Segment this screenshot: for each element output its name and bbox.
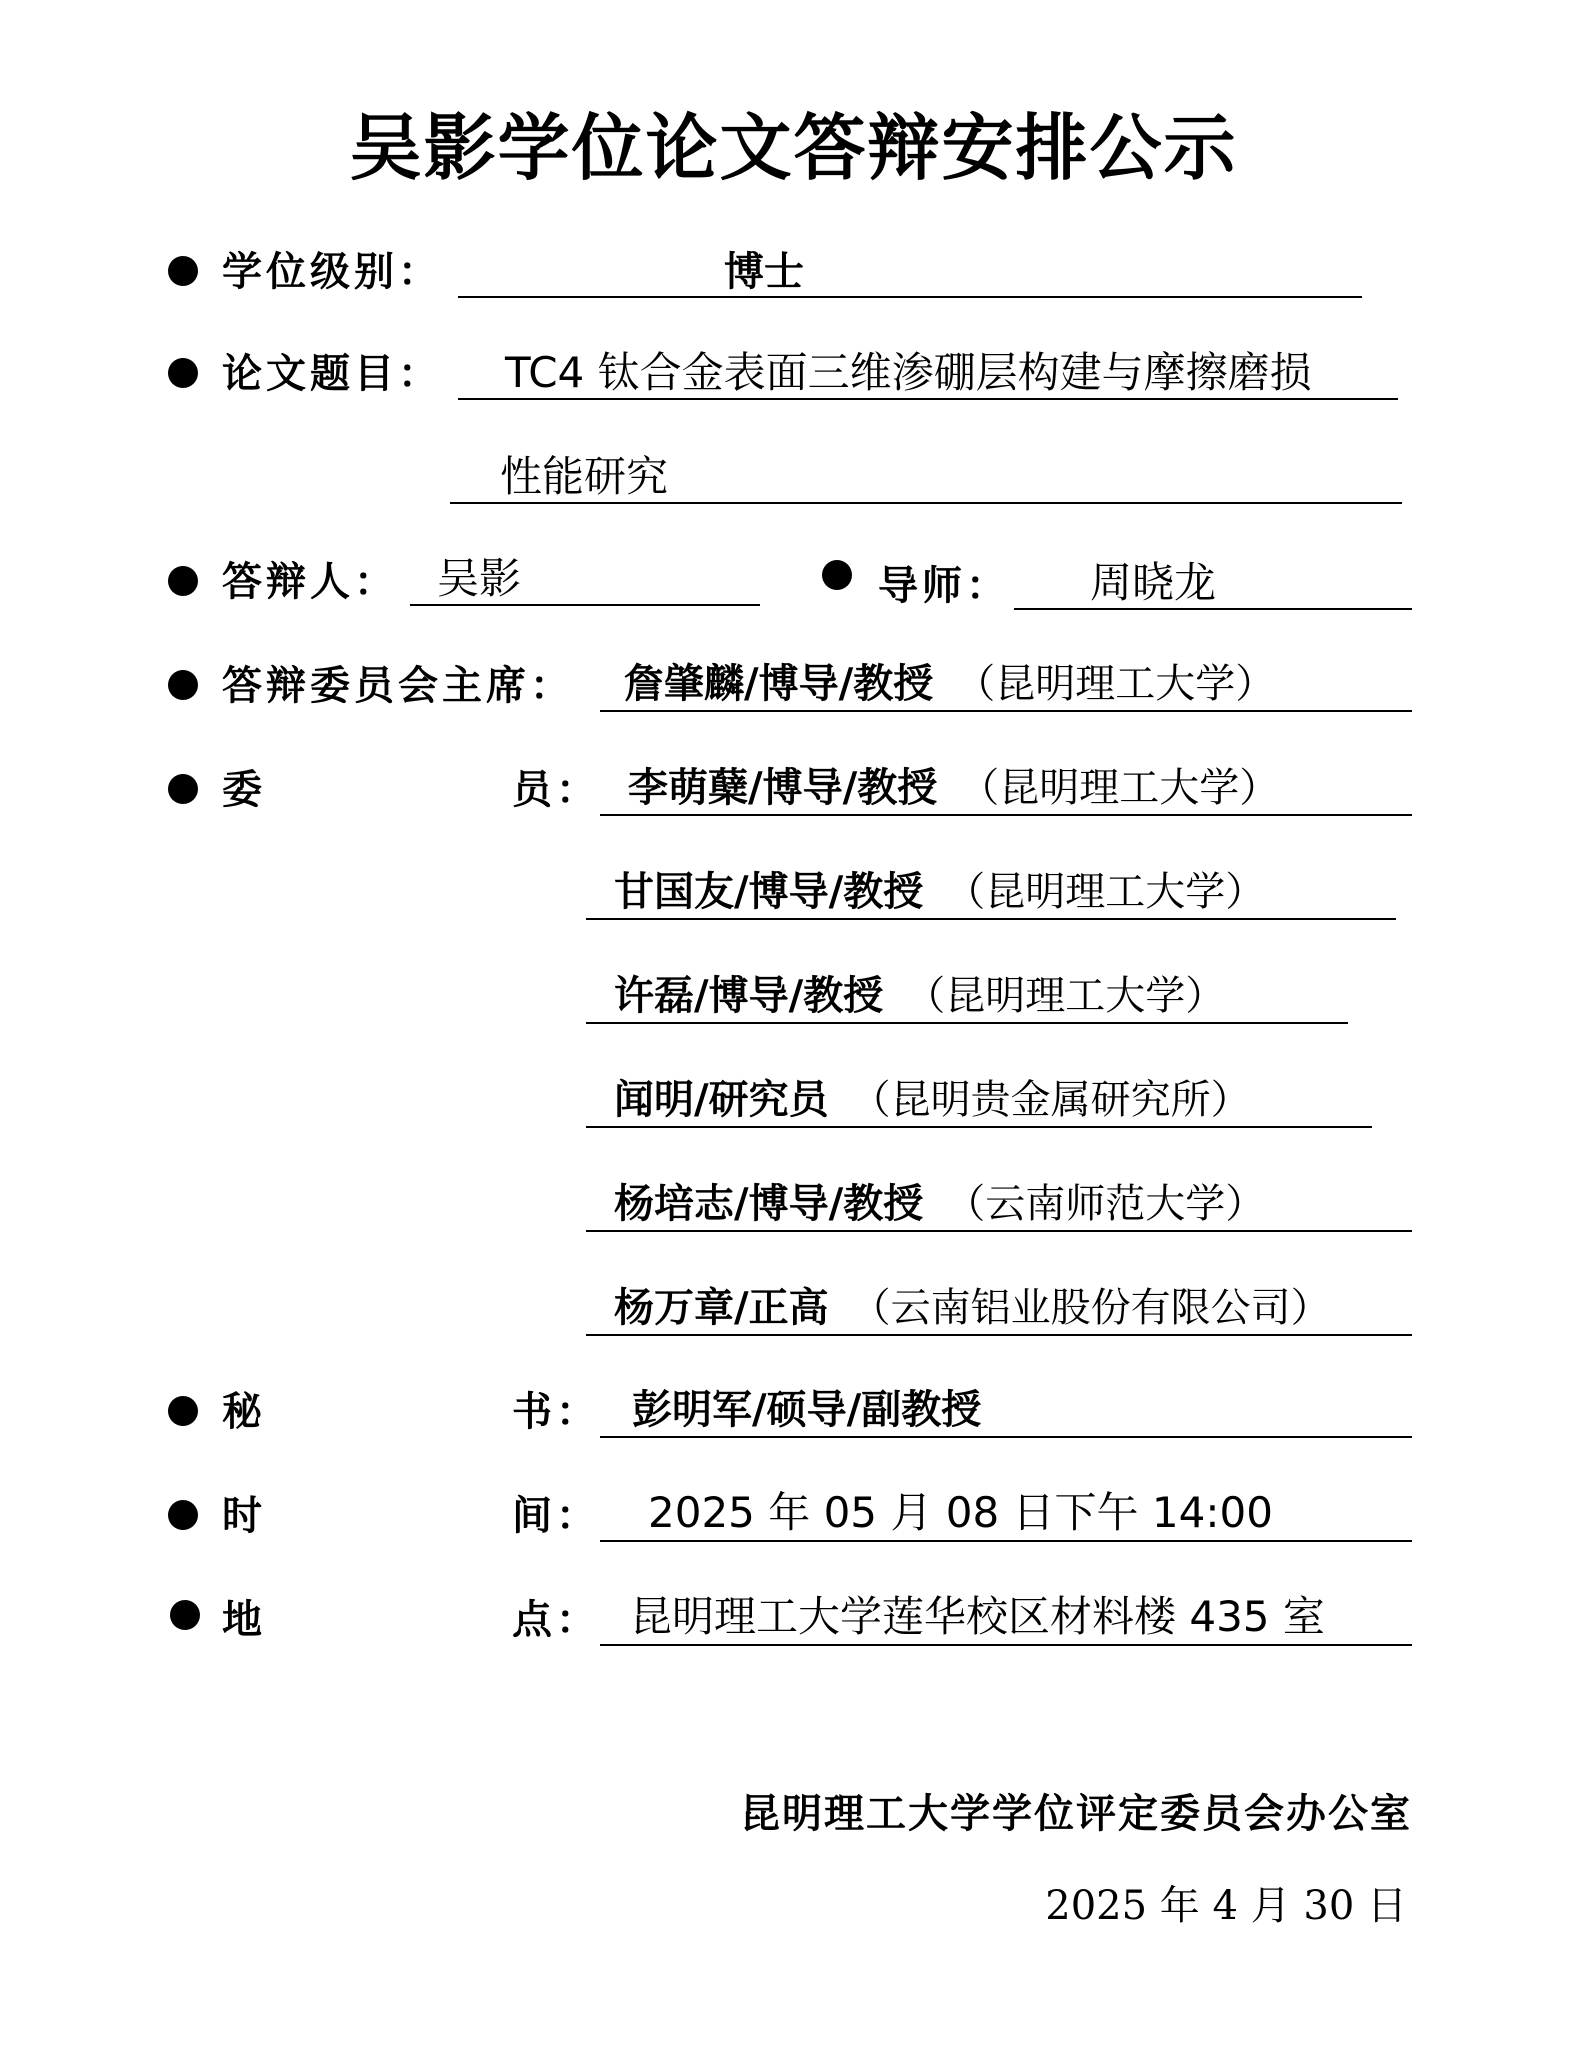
- member-item: [614, 970, 1225, 1022]
- bullet-location: [170, 1600, 200, 1630]
- member-underline-5: [586, 1230, 1412, 1232]
- bullet-chair: [168, 670, 198, 700]
- chair-underline: [600, 710, 1412, 712]
- footer-date: 2025 年 4 月 30 日: [1045, 1883, 1407, 1929]
- member-affiliation: （云南铝业股份有限公司）: [850, 1285, 1331, 1331]
- location-label-left: 地: [222, 1596, 266, 1643]
- member-underline-4: [586, 1126, 1372, 1128]
- time-value: 2025 年 05 月 08 日下午 14:00: [648, 1488, 1273, 1537]
- member-name: 许磊/博导/教授: [614, 972, 884, 1019]
- bullet-candidate: [168, 566, 198, 596]
- member-item: [614, 1178, 1265, 1230]
- secretary-label-right: 书：: [512, 1388, 600, 1435]
- degree-underline: [458, 296, 1362, 298]
- bullet-degree: [168, 256, 198, 286]
- member-item: [614, 1074, 1251, 1126]
- member-affiliation: （云南师范大学）: [945, 1181, 1266, 1227]
- bullet-secretary: [168, 1396, 198, 1426]
- member-name: 杨培志/博导/教授: [614, 1180, 924, 1227]
- secretary-underline: [600, 1436, 1412, 1438]
- member-underline-3: [586, 1022, 1348, 1024]
- member-affiliation: （昆明贵金属研究所）: [850, 1077, 1251, 1123]
- member-underline-1: [600, 814, 1412, 816]
- thesis-label: 论文题目：: [222, 350, 442, 397]
- chair-label: 答辩委员会主席：: [222, 662, 574, 709]
- chair-value: [624, 658, 1275, 710]
- member-item: [614, 1282, 1331, 1334]
- member-name: 杨万章/正高: [614, 1284, 829, 1331]
- member-name: 闻明/研究员: [614, 1076, 829, 1123]
- member-affiliation: （昆明理工大学）: [959, 765, 1280, 811]
- page-title: 吴影学位论文答辩安排公示: [349, 106, 1238, 190]
- members-label-left: 委: [222, 766, 266, 813]
- advisor-label: 导师：: [878, 562, 1010, 609]
- member-name: 甘国友/博导/教授: [614, 868, 924, 915]
- footer-issuer: 昆明理工大学学位评定委员会办公室: [740, 1790, 1412, 1837]
- bullet-thesis: [168, 358, 198, 388]
- location-underline: [600, 1644, 1412, 1646]
- location-label-right: 点：: [512, 1596, 600, 1643]
- secretary-value: 彭明军/硕导/副教授: [632, 1386, 982, 1433]
- member-underline-2: [586, 918, 1396, 920]
- bullet-members: [168, 774, 198, 804]
- bullet-time: [168, 1500, 198, 1530]
- chair-name: 詹肇麟/博导/教授: [624, 660, 934, 707]
- time-label-right: 间：: [512, 1492, 600, 1539]
- thesis-title-line1: TC4 钛合金表面三维渗硼层构建与摩擦磨损: [505, 348, 1312, 397]
- secretary-label-left: 秘: [222, 1388, 266, 1435]
- advisor-value: 周晓龙: [1090, 558, 1217, 607]
- degree-label: 学位级别：: [222, 248, 442, 295]
- time-underline: [600, 1540, 1412, 1542]
- time-label-left: 时: [222, 1492, 266, 1539]
- candidate-value: 吴影: [437, 554, 522, 603]
- member-item: [614, 866, 1265, 918]
- degree-value: 博士: [724, 248, 804, 295]
- member-underline-6: [586, 1334, 1412, 1336]
- members-label-right: 员：: [512, 766, 600, 813]
- bullet-advisor: [822, 560, 852, 590]
- thesis-title-line2: 性能研究: [500, 452, 669, 501]
- chair-affiliation: （昆明理工大学）: [955, 661, 1276, 707]
- member-affiliation: （昆明理工大学）: [945, 869, 1266, 915]
- location-value: 昆明理工大学莲华校区材料楼 435 室: [630, 1592, 1325, 1641]
- candidate-label: 答辩人：: [222, 558, 398, 605]
- member-name: 李萌蘖/博导/教授: [628, 764, 938, 811]
- member-affiliation: （昆明理工大学）: [905, 973, 1226, 1019]
- member-item: [628, 762, 1279, 814]
